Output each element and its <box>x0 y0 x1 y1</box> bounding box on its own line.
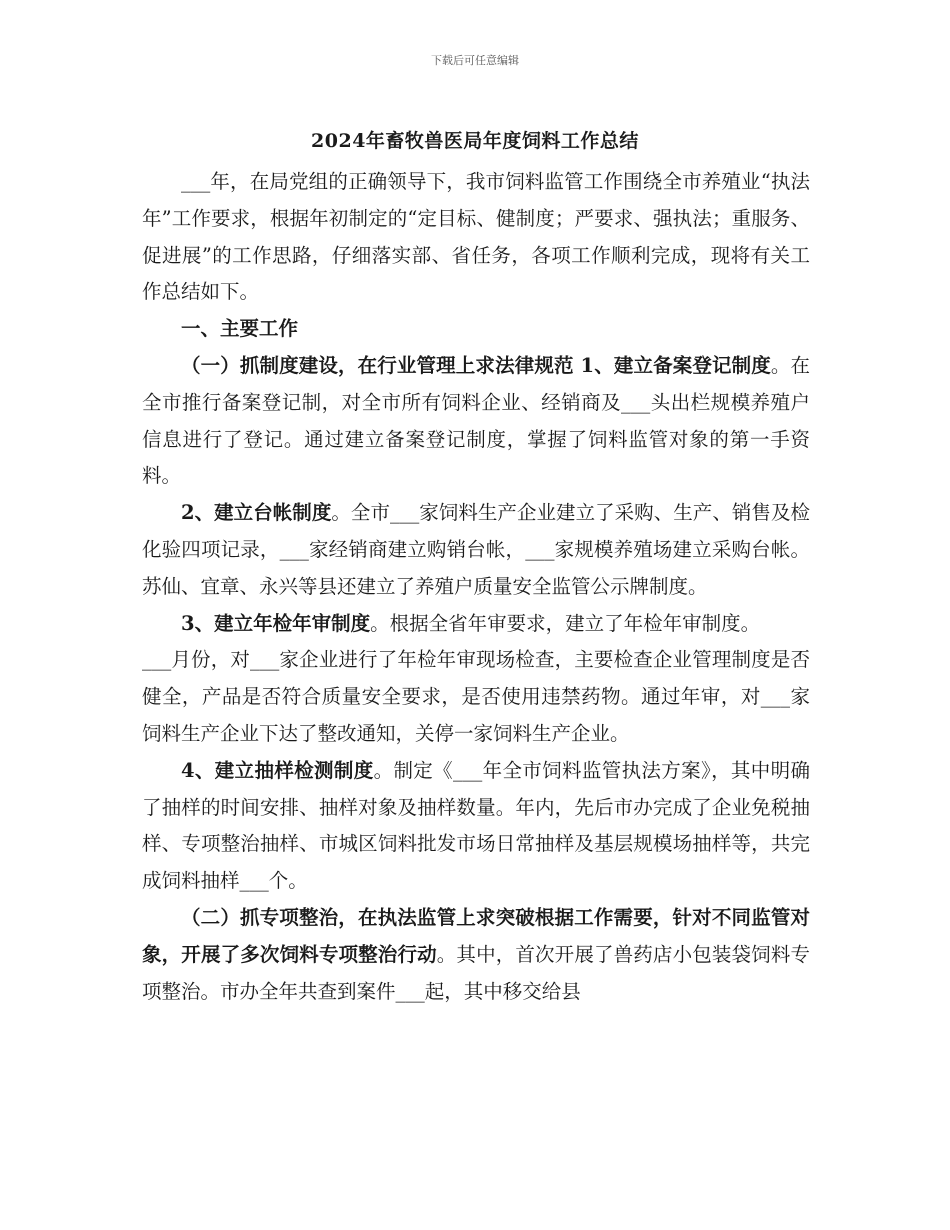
page-header-note: 下载后可任意编辑 <box>431 54 519 67</box>
paragraph-2 <box>142 495 810 605</box>
paragraph-2-heading: 2、建立台帐制度 <box>181 501 332 525</box>
paragraph-4 <box>142 753 810 900</box>
paragraph-3-continued: ___月份，对___家企业进行了年检年审现场检查，主要检查企业管理制度是否健全，产品是否符合质量安全要求，是否使用违禁药物。通过年审，对___家饲料生产企业下达了整改通知，关停一家饲料生产企业。 <box>142 648 810 745</box>
document-body <box>142 164 810 1010</box>
section-heading-text: 一、主要工作 <box>181 317 299 341</box>
paragraph-intro: ___年，在局党组的正确领导下，我市饲料监管工作围绕全市养殖业“执法年”工作要求，根据年初制定的“定目标、健制度；严要求、强执法；重服务、促进展”的工作思路，仔细落实部、省任务，各项工作顺利完成，现将有关工作总结如下。 <box>142 170 810 304</box>
paragraph-5-heading: （二）抓专项整治，在执法监管上求突破根据工作需要，针对不同监管对象，开展了多次饲料专项整治行动 <box>142 905 810 966</box>
paragraph-5-text: 。其中，首次开展了兽药店小包装袋饲料专项整治。市办全年共查到案件___起，其中移交给县 <box>142 942 810 1003</box>
paragraph-1-text: 。在全市推行备案登记制，对全市所有饲料企业、经销商及___头出栏规模养殖户信息进行了登记。通过建立备案登记制度，掌握了饲料监管对象的第一手资料。 <box>142 353 810 488</box>
paragraph-3-text: 。根据全省年审要求，建立了年检年审制度。 <box>370 611 761 635</box>
paragraph-5 <box>142 900 810 1010</box>
paragraph-2-text: 。全市___家饲料生产企业建立了采购、生产、销售及检化验四项记录，___家经销商建立购销台帐，___家规模养殖场建立采购台帐。苏仙、宜章、永兴等县还建立了养殖户质量安全监管公示牌制度。 <box>142 501 810 598</box>
paragraph-1-heading: （一）抓制度建设，在行业管理上求法律规范 1、建立备案登记制度 <box>181 353 771 377</box>
paragraph-3-heading: 3、建立年检年审制度 <box>181 611 371 635</box>
paragraph-1 <box>142 348 810 495</box>
document-title: 2024年畜牧兽医局年度饲料工作总结 <box>311 130 639 152</box>
section-heading <box>142 311 810 348</box>
paragraph-4-text: 。制定《___年全市饲料监管执法方案》，其中明确了抽样的时间安排、抽样对象及抽样数量。年内，先后市办完成了企业免税抽样、专项整治抽样、市城区饲料批发市场日常抽样及基层规模场抽样等，共完成饲料抽样___个。 <box>142 758 810 893</box>
paragraph-3 <box>142 606 810 643</box>
paragraph-4-heading: 4、建立抽样检测制度 <box>181 758 374 782</box>
